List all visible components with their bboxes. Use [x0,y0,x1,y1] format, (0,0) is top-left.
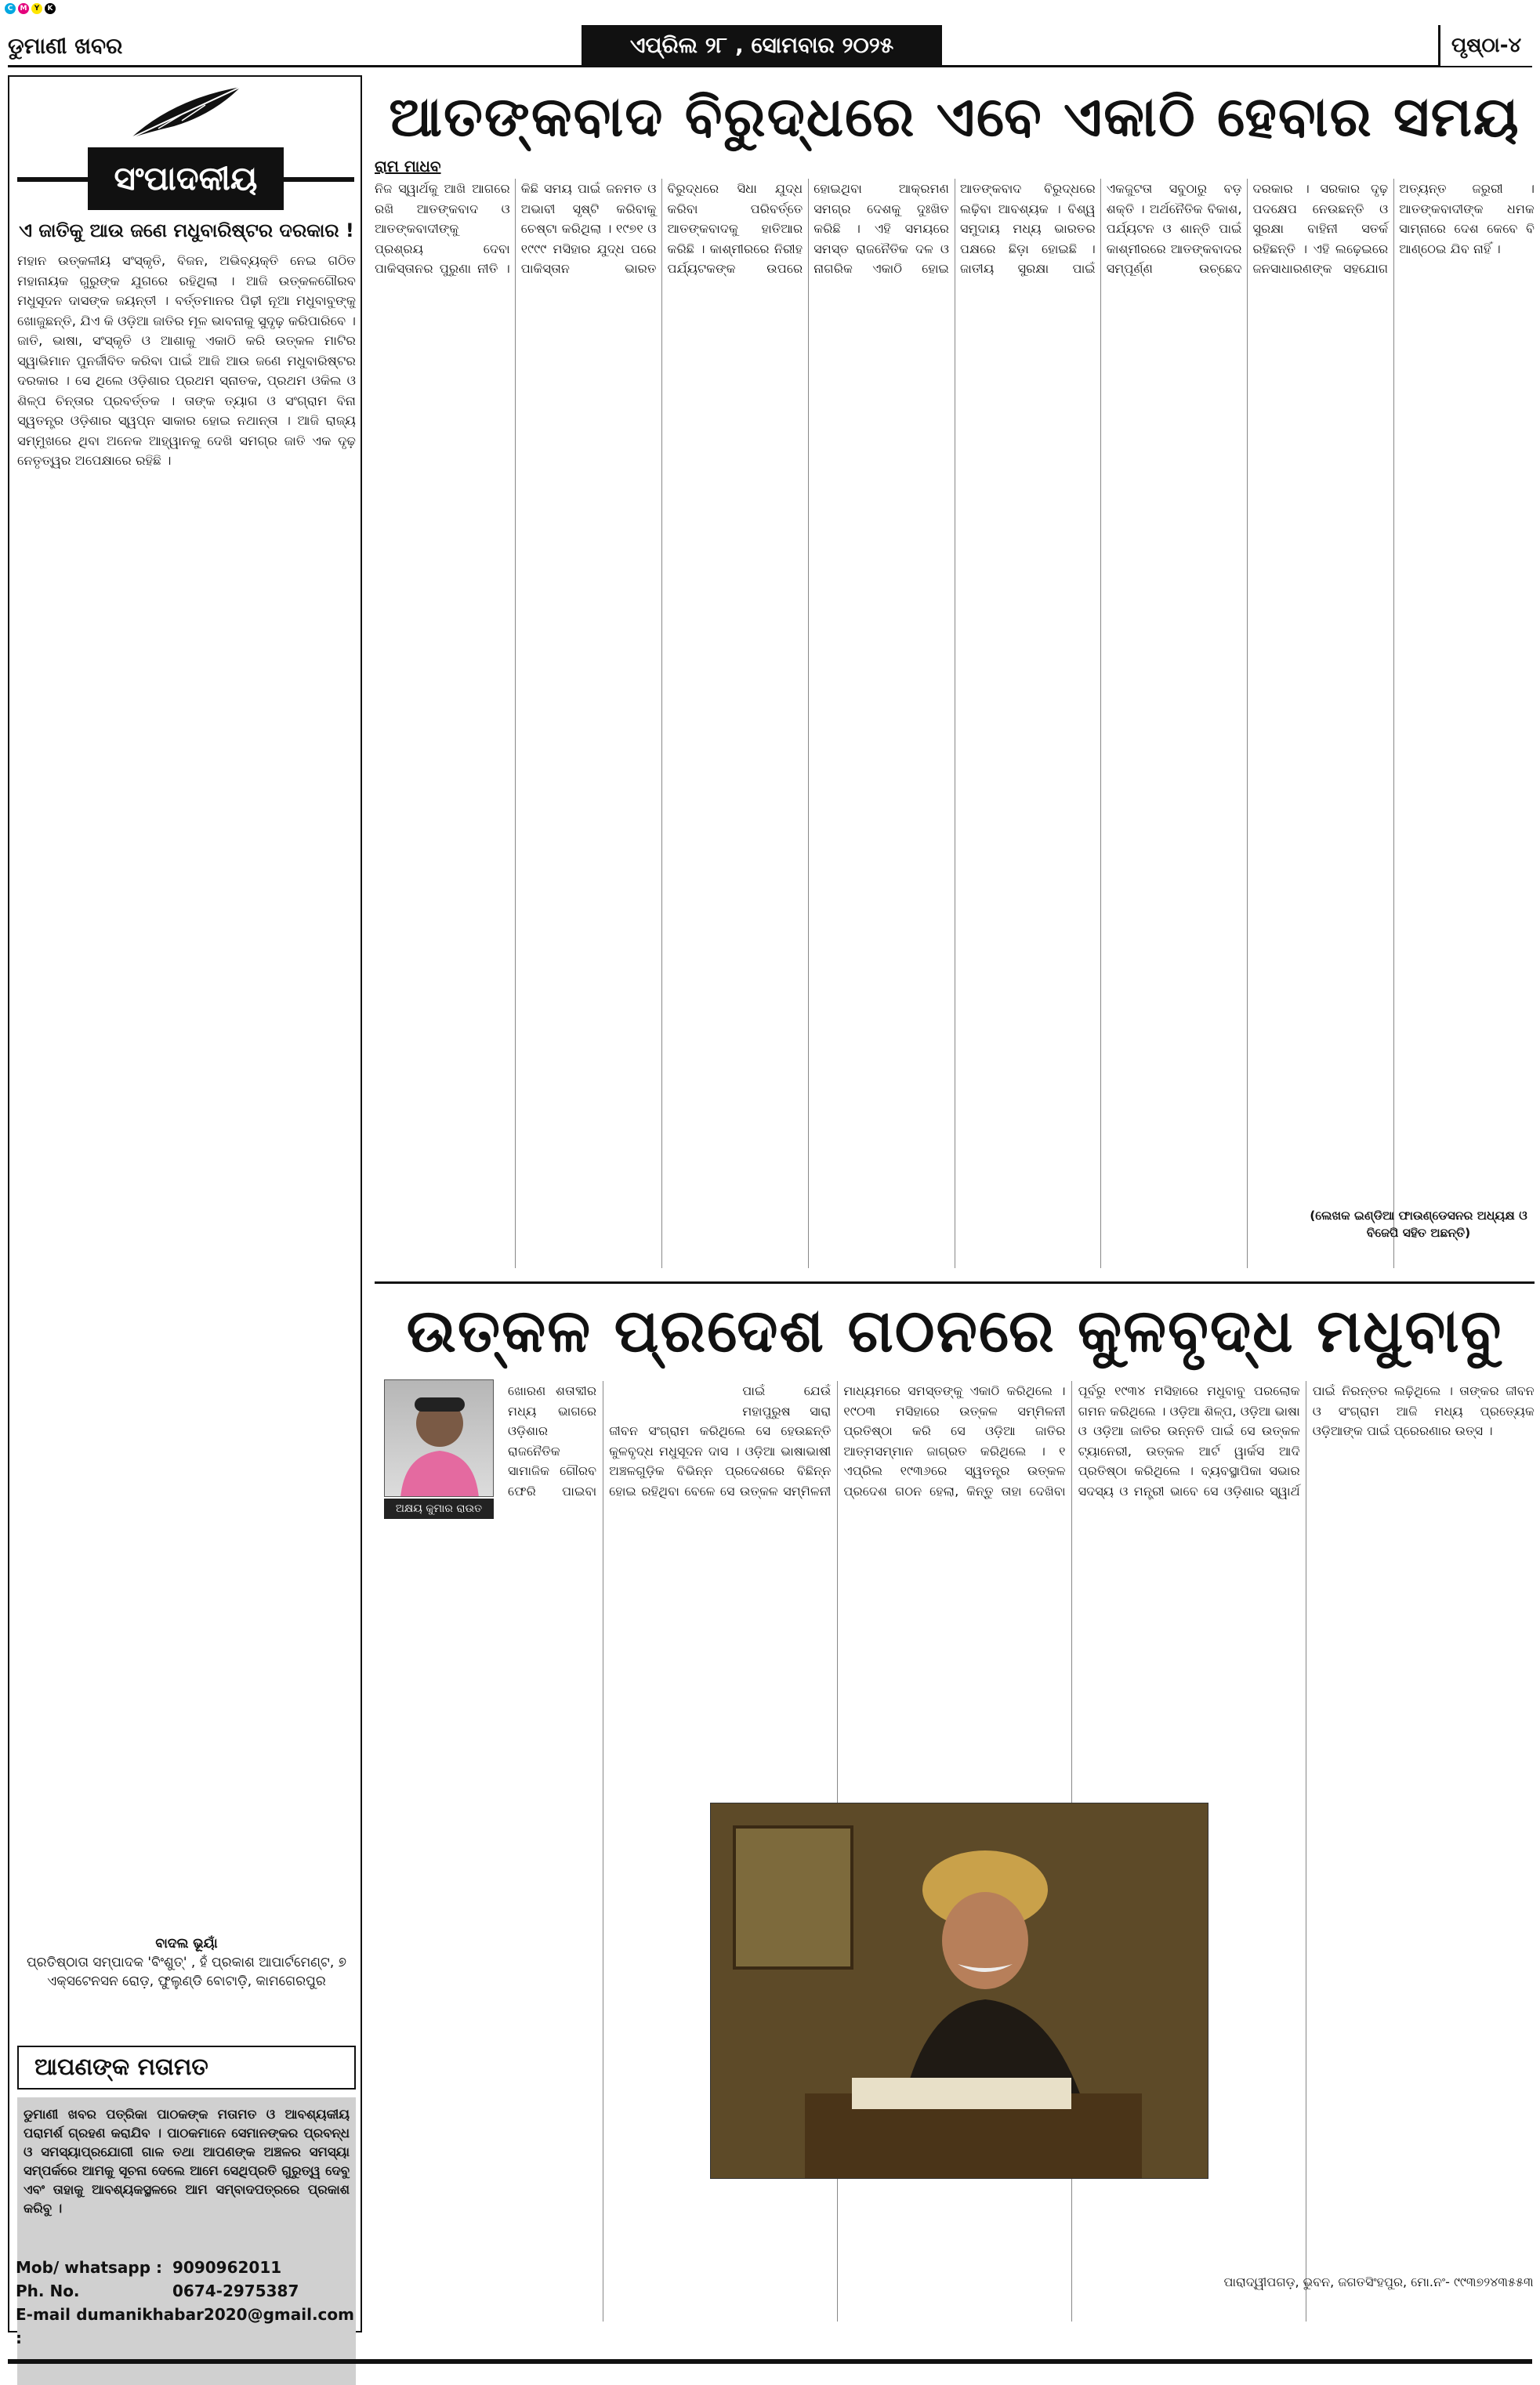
right-rule [284,177,354,182]
article1-headline: ଆତଙ୍କବାଦ ବିରୁଦ୍ଧରେ ଏବେ ଏକାଠି ହେବାର ସମୟ [389,85,1520,149]
phone-value[interactable]: 0674-2975387 [172,2282,299,2300]
article1-body [375,179,1535,1268]
opinion-heading: ଆପଣଙ୍କ ମତାମତ [17,2046,356,2090]
section-label: ସଂପାଦକୀୟ [88,147,284,210]
editorial-signature [17,1934,356,1991]
opinion-body: ଡୁମାଣୀ ଖବର ପତ୍ରିକା ପାଠକଙ୍କ ମତାମତ ଓ ଆବଶ୍ୟକୀୟ ପରାମର୍ଶ ଗ୍ରହଣ କରାଯିବ । ପାଠକମାନେ ସେମାନଙ୍କର ପ୍ରବନ୍ଧ ଓ ସମସ୍ୟାପ୍ରଯୋଗୀ ଗାଳ ତଥା ଆପଣଙ୍କ ଅଞ୍ଚଳର ସମସ୍ୟା ସମ୍ପର୍କରେ ଆମକୁ ସୂଚନା ଦେଲେ ଆମେ ସେଥିପ୍ରତି ଗୁରୁତ୍ୱ ଦେବୁ ଏବଂ ତାହାକୁ ଆବଶ୍ୟକସ୍ଥଳରେ ଆମ ସମ୍ବାଦପତ୍ରରେ ପ୍ରକାଶ କରିବୁ । [24,2107,350,2216]
cyan-mark: C [5,3,16,14]
author-portrait [385,1380,494,1497]
article1-author: ରାମ ମାଧବ [375,157,441,176]
madhubabu-portrait-painting [710,1803,1208,2179]
mobile-value[interactable]: 9090962011 [172,2258,282,2277]
left-rule [17,177,88,182]
magenta-mark: M [18,3,29,14]
article1-text: ନିଜ ସ୍ୱାର୍ଥକୁ ଆଖି ଆଗରେ ରଖି ଆତଙ୍କବାଦ ଓ ଆତଙ୍କବାଦୀଙ୍କୁ ପ୍ରଶ୍ରୟ ଦେବା ପାକିସ୍ତାନର ପୁରୁଣା ନୀତି । କିଛି ସମୟ ପାଇଁ ଜନମତ ଓ ଅଭାବୀ ସୃଷ୍ଟି କରିବାକୁ ଚେଷ୍ଟା କରିଥିଲା । ୧୯୭୧ ଓ ୧୯୯୯ ମସିହାର ଯୁଦ୍ଧ ପରେ ପାକିସ୍ତାନ ଭାରତ ବିରୁଦ୍ଧରେ ସିଧା ଯୁଦ୍ଧ କରିବା ପରିବର୍ତ୍ତେ ଆତଙ୍କବାଦକୁ ହାତିଆର କରିଛି । କାଶ୍ମୀରରେ ନିରୀହ ପର୍ଯ୍ୟଟକଙ୍କ ଉପରେ ହୋଇଥିବା ଆକ୍ରମଣ ସମଗ୍ର ଦେଶକୁ ଦୁଃଖିତ କରିଛି । ଏହି ସମୟରେ ସମସ୍ତ ରାଜନୈତିକ ଦଳ ଓ ନାଗରିକ ଏକାଠି ହୋଇ ଆତଙ୍କବାଦ ବିରୁଦ୍ଧରେ ଲଢ଼ିବା ଆବଶ୍ୟକ । ବିଶ୍ୱ ସମୁଦାୟ ମଧ୍ୟ ଭାରତର ପକ୍ଷରେ ଛିଡ଼ା ହୋଇଛି । ଜାତୀୟ ସୁରକ୍ଷା ପାଇଁ ଏକଜୁଟତା ସବୁଠାରୁ ବଡ଼ ଶକ୍ତି । ଅର୍ଥନୈତିକ ବିକାଶ, ପର୍ଯ୍ୟଟନ ଓ ଶାନ୍ତି ପାଇଁ କାଶ୍ମୀରରେ ଆତଙ୍କବାଦର ସମ୍ପୂର୍ଣ୍ଣ ଉଚ୍ଛେଦ ଦରକାର । ସରକାର ଦୃଢ଼ ପଦକ୍ଷେପ ନେଉଛନ୍ତି ଓ ସୁରକ୍ଷା ବାହିନୀ ସତର୍କ ରହିଛନ୍ତି । ଏହି ଲଢ଼େଇରେ ଜନସାଧାରଣଙ୍କ ସହଯୋଗ ଅତ୍ୟନ୍ତ ଜରୁରୀ । ଆତଙ୍କବାଦୀଙ୍କ ଧମକ ସାମ୍ନାରେ ଦେଶ କେବେ ବି ଆଣ୍ଠେଇ ଯିବ ନାହିଁ । [375,181,1535,276]
article2-text: ଖୋରଣ ଶତାବ୍ଦୀର ମଧ୍ୟ ଭାଗରେ ଓଡ଼ିଶାର ରାଜନୈତିକ ସାମାଜିକ ଗୌରବ ଫେରି ପାଇବା ପାଇଁ ଯେଉଁ ମହାପୁରୁଷ ସାରା ଜୀବନ ସଂଗ୍ରାମ କରିଥିଲେ ସେ ହେଉଛନ୍ତି କୁଳବୃଦ୍ଧ ମଧୁସୂଦନ ଦାସ । ଓଡ଼ିଆ ଭାଷାଭାଷୀ ଅଞ୍ଚଳଗୁଡ଼ିକ ବିଭିନ୍ନ ପ୍ରଦେଶରେ ବିଛିନ୍ନ ହୋଇ ରହିଥିବା ବେଳେ ସେ ଉତ୍କଳ ସମ୍ମିଳନୀ ମାଧ୍ୟମରେ ସମସ୍ତଙ୍କୁ ଏକାଠି କରିଥିଲେ । ୧୯୦୩ ମସିହାରେ ଉତ୍କଳ ସମ୍ମିଳନୀ ପ୍ରତିଷ୍ଠା କରି ସେ ଓଡ଼ିଆ ଜାତିର ଆତ୍ମସମ୍ମାନ ଜାଗ୍ରତ କରିଥିଲେ । ୧ ଏପ୍ରିଲ ୧୯୩୬ରେ ସ୍ୱତନ୍ତ୍ର ଉତ୍କଳ ପ୍ରଦେଶ ଗଠନ ହେଲା, କିନ୍ତୁ ତାହା ଦେଖିବା ପୂର୍ବରୁ ୧୯୩୪ ମସିହାରେ ମଧୁବାବୁ ପରଲୋକ ଗମନ କରିଥିଲେ । ଓଡ଼ିଆ ଶିଳ୍ପ, ଓଡ଼ିଆ ଭାଷା ଓ ଓଡ଼ିଆ ଜାତିର ଉନ୍ନତି ପାଇଁ ସେ ଉତ୍କଳ ଟ୍ୟାନେରୀ, ଉତ୍କଳ ଆର୍ଟ ୱାର୍କସ ଆଦି ପ୍ରତିଷ୍ଠା କରିଥିଲେ । ବ୍ୟବସ୍ଥାପିକା ସଭାର ସଦସ୍ୟ ଓ ମନ୍ତ୍ରୀ ଭାବେ ସେ ଓଡ଼ିଶାର ସ୍ୱାର୍ଥ ପାଇଁ ନିରନ୍ତର ଲଢ଼ିଥିଲେ । ତାଙ୍କର ଜୀବନ ଓ ସଂଗ୍ରାମ ଆଜି ମଧ୍ୟ ପ୍ରତ୍ୟେକ ଓଡ଼ିଆଙ୍କ ପାଇଁ ପ୍ରେରଣାର ଉତ୍ସ । [508,1383,1535,1499]
black-mark: K [45,3,56,14]
section-divider [375,1281,1535,1284]
quill-icon [127,83,245,146]
contact-block [16,2256,354,2350]
footer-rule [8,2359,1532,2364]
mobile-label: Mob/ whatsapp : [16,2258,162,2277]
editorial-heading [17,147,354,210]
author-photo [384,1379,494,1497]
mobile-row [16,2256,354,2279]
yellow-mark: Y [31,3,42,14]
article1-signature: (ଲେଖକ ଇଣ୍ଡିଆ ଫାଉଣ୍ଡେସନର ଅଧ୍ୟକ୍ଷ ଓ ବିଜେପି ସହିତ ଅଛନ୍ତି) [1310,1209,1527,1240]
registration-marks [5,3,56,14]
page-header [8,25,1532,67]
email-value[interactable]: dumanikhabar2020@gmail.com [76,2305,354,2324]
portrait-illustration [711,1803,1208,2179]
paper-name: ଡୁମାଣୀ ଖବର [8,33,123,59]
article2-signature: ପାରାଦ୍ୱୀପଗଡ଼, ଭୁବନ, ଜଗତସିଂହପୁର, ମୋ.ନଂ- ୯୯୩୭୨୪୩୫୫୩ [1223,2274,1534,2289]
page-number: ପୃଷ୍ଠା-୪ [1438,25,1532,66]
editorial-column [8,75,362,2347]
phone-label: Ph. No. [16,2282,80,2300]
photo-caption: ଅକ୍ଷୟ କୁମାର ରାଉତ [384,1499,494,1519]
phone-row [16,2279,354,2303]
publisher-note: ପ୍ରତିଷ୍ଠାତା ସମ୍ପାଦକ 'ବିଂଶୁତ୍' , ହଁ ପ୍ରକାଶ ଆପାର୍ଟମେଣ୍ଟ, ୭ ଏକ୍ସଟେନସନ ରୋଡ଼, ଫୁଲୁଣ୍ଡି ବୋଟାଡ଼ି, କାମଗେରପୁର [26,1955,347,1989]
signature-name: ବାଦଲ ଭୂୟାଁ [155,1936,218,1952]
email-label: E-mail : [16,2305,71,2347]
article2-headline: ଉତ୍କଳ ପ୍ରଦେଶ ଗଠନରେ କୁଳବୃଦ୍ଧ ମଧୁବାବୁ [406,1296,1503,1365]
issue-date: ଏପ୍ରିଲ ୨୮ , ସୋମବାର ୨୦୨୫ [582,25,942,66]
editorial-body: ମହାନ ଉତ୍କଳୀୟ ସଂସ୍କୃତି, ବିଜନ, ଅଭିବ୍ୟକ୍ତି ନେଇ ଗଠିତ ମହାନାୟକ ଗୁରୁଙ୍କ ଯୁଗରେ ରହିଥିଲା । ଆଜି ଉତ୍କଳଗୌରବ ମଧୁସୂଦନ ଦାସଙ୍କ ଜୟନ୍ତୀ । ବର୍ତ୍ତମାନର ପିଢ଼ୀ ନୂଆ ମଧୁବାବୁଙ୍କୁ ଖୋଜୁଛନ୍ତି, ଯିଏ କି ଓଡ଼ିଆ ଜାତିର ମୂଳ ଭାବନାକୁ ସୁଦୃଢ଼ କରିପାରିବେ । ଜାତି, ଭାଷା, ସଂସ୍କୃତି ଓ ଆଶାକୁ ଏକାଠି କରି ଉତ୍କଳ ମାଟିର ସ୍ୱାଭିମାନ ପୁନର୍ଜୀବିତ କରିବା ପାଇଁ ଆଜି ଆଉ ଜଣେ ମଧୁବାରିଷ୍ଟର ଦରକାର । ସେ ଥିଲେ ଓଡ଼ିଶାର ପ୍ରଥମ ସ୍ନାତକ, ପ୍ରଥମ ଓକିଲ ଓ ଶିଳ୍ପ ଚିନ୍ତାର ପ୍ରବର୍ତ୍ତକ । ତାଙ୍କ ତ୍ୟାଗ ଓ ସଂଗ୍ରାମ ବିନା ସ୍ୱତନ୍ତ୍ର ଓଡ଼ିଶାର ସ୍ୱପ୍ନ ସାକାର ହୋଇ ନଥାନ୍ତା । ଆଜି ରାଜ୍ୟ ସମ୍ମୁଖରେ ଥିବା ଅନେକ ଆହ୍ୱାନକୁ ଦେଖି ସମଗ୍ର ଜାତି ଏକ ଦୃଢ଼ ନେତୃତ୍ୱର ଅପେକ୍ଷାରେ ରହିଛି । [17,253,356,468]
editorial-title: ଏ ଜାତିକୁ ଆଉ ଜଣେ ମଧୁବାରିଷ୍ଟର ଦରକାର ! [19,219,354,241]
email-row [16,2303,354,2350]
